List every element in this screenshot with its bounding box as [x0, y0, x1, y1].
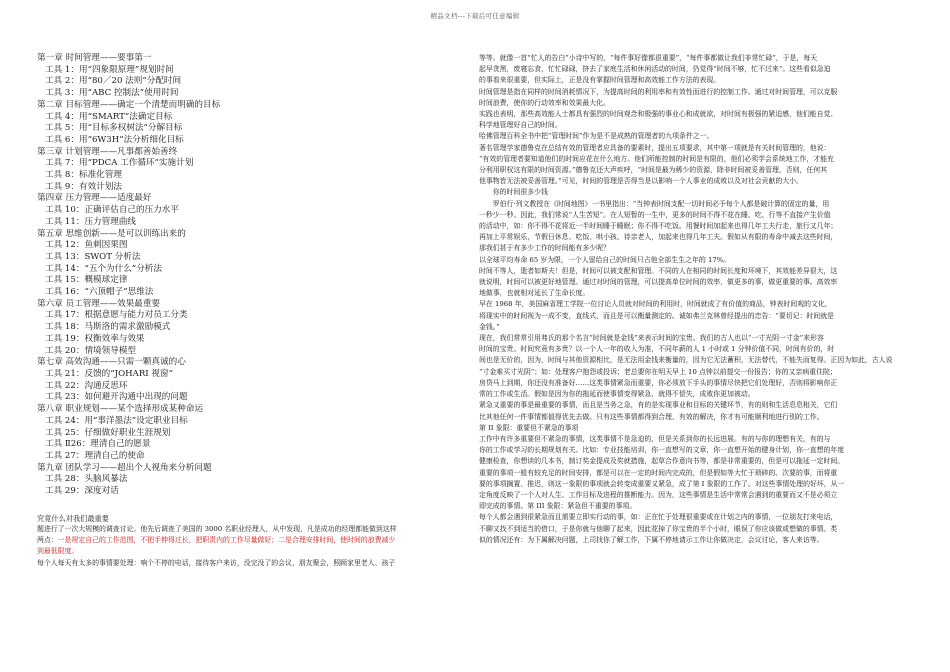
toc-chapter: 第三章 计划管理——凡事都善始善终	[37, 146, 178, 157]
toc-tool: 工具 10：正确评估自己的压力水平	[45, 205, 179, 216]
toc-tool: 工具 1：用“四象限原理”规划时间	[45, 64, 174, 75]
body-line: 第 II 象限：重要但不紧急的事项	[479, 423, 579, 432]
right-column	[479, 53, 911, 546]
highlighted-text: 到最低限度。	[37, 547, 79, 556]
body-line: 即完成的事情。第 III 象限：紧急但不重要的事项。	[479, 502, 637, 511]
essay-body	[37, 524, 467, 569]
body-line: 紧急又重要的事是最重要的事情，而且是当务之急，有的是实现事业和目标的关键环节，有的则和生活息息相关，它们	[479, 401, 838, 410]
body-line: 早在 1968 年，美国麻省理工学院一位讨论人员就对时间的利用时，时间就成了有价值的商品，钟表时间观的文化，	[479, 300, 832, 309]
essay-line	[37, 524, 467, 535]
essay-line	[37, 558, 467, 569]
body-line: 著名管理学家德鲁克在总结有效的管理者应具备的要素时，提出五项要求，其中第一项就是有关时间管理的，他说：	[479, 143, 831, 152]
body-line: “有效的管理者要知道他们的时间应花在什么地方。他们所能控制的时间是有限的，他们必须学会系统地工作，才能充	[479, 154, 834, 163]
body-line: 时间不等人，逝者如斯夫！但是，时间可以被支配和管理。不同的人在相同的时间长度和环境下，其效能差异很大，这	[479, 266, 838, 275]
toc-tool: 工具 20：情境领导模型	[45, 345, 137, 356]
body-line: 不聊又找不到适当的借口，于是你就与他聊了起来，因此花掉了你宝贵的半个小时，眼误了你应该做或想做的事情。类	[479, 524, 838, 533]
body-line: 以全球平均寿命 65 岁为限，一个人留给自己的时间只占他全部生生之年的 17%。	[479, 255, 731, 264]
body-line: 那我们甚于有多少工作的时间能有多少呢？	[479, 244, 610, 253]
toc-tool: 工具 7：用“PDCA 工作循环”实施计划	[45, 158, 194, 169]
body-line: 的事看来很重要，但实际上，正是没有掌握时间管理和高效能工作方法的表现。	[479, 76, 721, 85]
toc-tool: 工具 23：如何避开沟通中出现的问题	[45, 392, 188, 403]
toc-tool: 工具 13：SWOT 分析法	[45, 251, 141, 262]
body-line: 时间浪费，使你的行动效率和效果最大化。	[479, 98, 610, 107]
toc-tool: 工具 5：用“目标多权树法”分解目标	[45, 123, 183, 134]
body-line: 房贷马上到期，你还没有准备好……这类事情紧急而重要，你必须放下手头的事情尽快把它们处理好，否则将影响你正	[479, 378, 838, 387]
left-column	[37, 53, 467, 569]
toc-chapter: 第四章 压力管理——适度最好	[37, 193, 152, 204]
body-line: 你的工作或学习的长期规划有关。比如：专业技能培训，你一直想写的文章，你一直想开始的健身计划，你一直想的年度	[479, 446, 845, 455]
toc-tool: 工具 8：标准化管理	[45, 170, 122, 181]
toc-tool: 工具 28：头脑风暴法	[45, 474, 128, 485]
body-line: 时间管理是指在同样的时间消耗情况下，为提高时间的利用率和有效性而进行的控制工作。通过对时间管理，可以克服	[479, 87, 838, 96]
body-line: 科学地管理好自己的时间。	[479, 121, 562, 130]
body-line: 罗伯行·列文教授在《时间地图》一书里指出：“当钟表时间支配一切时间必予每个人都是破计算的固定的量，用	[479, 199, 830, 208]
body-line: 一秒少一秒。因此，我们常说“人生苦短”。在人短暂的一生中，更多的时间不得不花在睡、吃、行等不直接产生价值	[479, 210, 831, 219]
body-line: 金钱。”	[479, 322, 500, 331]
toc-chapter: 第八章 职业规划——某个选择形成某种命运	[37, 404, 204, 415]
body-line: 将现实中的时间视为一成不变，直线式，而且是可以衡量测定的。诚如弗兰克林曾经提出的忠告：“要切记：时间就是	[479, 311, 834, 320]
toc-tool: 工具 18：马斯洛的需求激励模式	[45, 322, 171, 333]
body-text: 两点：	[37, 536, 58, 545]
toc-tool: 工具 15：概模球定律	[45, 275, 128, 286]
toc-tool: 工具 4：用“SMART”法确定目标	[45, 111, 173, 122]
toc-tool: 工具 17：根据意愿与能力对员工分类	[45, 310, 188, 321]
page-header: 精品文档---下载后可任意编辑	[430, 12, 520, 20]
body-line: 定角度反映了一个人对人生、工作目标及进程的推断能力。因为，这些事情是生活中常常会遇到的重要而又不是必须立	[479, 490, 838, 499]
toc-chapter: 第九章 团队学习——超出个人视角来分析问题	[37, 462, 212, 473]
table-of-contents	[37, 53, 467, 498]
body-line: 工作中有许多重要但不紧急的事情，这类事情不是急迫的，但是关系到你的长远进展。有的与你的理想有关，有的与	[479, 434, 831, 443]
toc-tool: 工具 16：“六顶帽子”思维法	[45, 287, 154, 298]
body-line: 间也是无价的，因为，时间与其他资源相比，是无法用金钱来衡量的，因为它无法蓄积，无法替代，不能失而复得。正因为如此，古人说	[479, 356, 893, 365]
highlighted-text: 一是规定自己的工作范围，不把手伸得过长，把职责内的工作尽量做好；二是合理安排时间，使时间的浪费减少	[57, 536, 396, 545]
body-line: 重要的事项一般有较充足的时间安排，都是可以在一定的时间内完成的，但是假如等大忙于琐碎的、次要的事，而将重	[479, 468, 838, 477]
body-text: 每个人每天有太多的事情要处理：响个不停的电话，接待客户来访，没完没了的会议，朋友聚会，照顾家里老人、孩子	[37, 558, 396, 567]
toc-tool: 工具 21：反馈的“JOHARI 视窗”	[45, 368, 173, 379]
body-line: 每个人都会遇到很紧急而且需要立即实行动的事，如：正在忙于处理很重要或在计划之内的事情，一位朋友打来电话，	[479, 513, 838, 522]
toc-tool: 工具 Ⅱ26：理清自己的愿景	[45, 439, 151, 450]
body-line: 常的工作或生活。假如是因为你的拖延而使事情变得紧急，就得不偿失，成败你更加被动。	[479, 390, 755, 399]
body-line: 比其他任何一件事情都值得优先去做。只有这些事情都得到合理、有效的解决，你才有可能顺利地进行别的工作。	[479, 412, 824, 421]
toc-tool: 工具 2：用“80／20 法则”分配时间	[45, 76, 182, 87]
toc-tool: 工具 22：沟通反思环	[45, 380, 128, 391]
toc-chapter: 第六章 员工管理——效果最重要	[37, 298, 161, 309]
toc-tool: 工具 27：理清自己的使命	[45, 450, 145, 461]
toc-tool: 工具 9：有效计划法	[45, 181, 122, 192]
toc-tool: 工具 11：压力管理曲线	[45, 216, 137, 227]
body-line: 地做事，也就相对延长了生命长度。	[479, 289, 590, 298]
body-line: 他事物皆无法被妥善管理。”可见，时间的管理是否得当是以影响一个人事业的成败以及对社会贡献的大小。	[479, 177, 803, 186]
essay-title: 究竟什么对我们最重要	[37, 513, 109, 523]
body-line: 时间的宝贵。时间究竟有多贵？以一个人一年的收入为准，不同年薪的人 1 小时或 1 分钟价值不同，时间有价的，时	[479, 345, 835, 354]
body-line: 再加上平常娱乐，节假日休息、吃饭、哄小孩、待亲老人，加起来也得几年工夫。假如从有限的寿命中减去这些时间，	[479, 233, 838, 242]
essay-line	[37, 535, 467, 546]
body-line: 实践也表明，那些高效能人士都具有强烈的时间观念和极强的事业心和成就欲，对时间有极强的紧迫感，他们能自觉、	[479, 110, 838, 119]
toc-chapter: 第七章 高效沟通——只需一颗真诚的心	[37, 357, 186, 368]
toc-tool: 工具 3：用“ABC 控制法”使用时间	[45, 88, 179, 99]
body-line: 等等。就像一首“忙人的告白”小诗中写的，“每件事好像都很重要”，“每件事都做让我们非常忙碌”，于是，每天	[479, 54, 818, 62]
body-line: 哈佛管理百科全书中把“管理时间”作为是不是成熟的管理者的九项条件之一。	[479, 132, 714, 141]
body-line: 起早贪黑，废寝忘食，忙忙碌碌，挤去了家庭生活和休闲活动的时间，仍觉得“时间不够，忙不过来”。这些看似急迫	[479, 65, 831, 74]
body-line: 你的时间很多少钱	[479, 188, 548, 197]
toc-tool: 工具 25：仔细做好职业生涯规划	[45, 427, 171, 438]
body-line: 要的事项搁置、推迟，则这一象限的事项就会转变成重要又紧急，成了第 I 象限的工作了。对这些事情处理的好坏，从一	[479, 479, 845, 488]
body-line: 的活动中，如：你不得不花将近一半时间睡于睡眠；你不得不吃饭。用餐时间加起来也得几年工夫行走，旅行又几年；	[479, 222, 838, 231]
body-line: 似的情况还有：为下属解决问题，上司找你了解工作，下属不停地请示工作让你做决定，会议讨论，客人来访等。	[479, 535, 824, 544]
body-text: 题进行了一次大规模的调查讨论。他先后调查了美国的 3000 名职业经理人，从中发现，凡是成功的经理都能做到这样	[37, 524, 397, 533]
essay-line	[37, 546, 467, 557]
body-line: “寸金难买寸光阴”；如：处理客户抱怨或投诉；老总要你在明天早上 10 点钟以前提交一份报告；你的又亲病重住院；	[479, 367, 837, 376]
toc-chapter: 第五章 思维创新——是可以训练出来的	[37, 228, 186, 239]
toc-tool: 工具 19：权衡效率与效果	[45, 333, 145, 344]
toc-tool: 工具 6：用“6W3H”法分析细化目标	[45, 134, 184, 145]
toc-chapter: 第二章 目标管理——确定一个清楚而明确的目标	[37, 99, 221, 110]
body-line: 健康检查，你想读的几本书，制订奖金提成及奖就措施，起草合作意向书等，都是非常重要的，但是可以拖延一定时间。	[479, 457, 845, 466]
toc-chapter: 第一章 时间管理——要事第一	[37, 53, 152, 63]
toc-tool: 工具 29：深度对话	[45, 486, 119, 497]
body-line: 分利用职权这有限的时间资源。”德鲁克还大声疾呼，“时间是最为稀少的资源，除非时间被妥善管理，否则，任何其	[479, 166, 828, 175]
toc-tool: 工具 12：鱼刺因果图	[45, 240, 128, 251]
body-line: 就说明，时间可以被更好地管理。通过对时间的管理，可以提高单位时间的效率，做更多的事，做更重要的事。高效率	[479, 278, 838, 287]
toc-tool: 工具 24：用“事洋墨法”设定职业目标	[45, 415, 188, 426]
toc-tool: 工具 14：“五个为什么”分析法	[45, 263, 162, 274]
body-line: 现在，我们常常引用弗氏的那个名言“时间就是金钱”来表示时间的宝贵。我们的古人也以“一寸光阴一寸金”来形容	[479, 334, 824, 343]
